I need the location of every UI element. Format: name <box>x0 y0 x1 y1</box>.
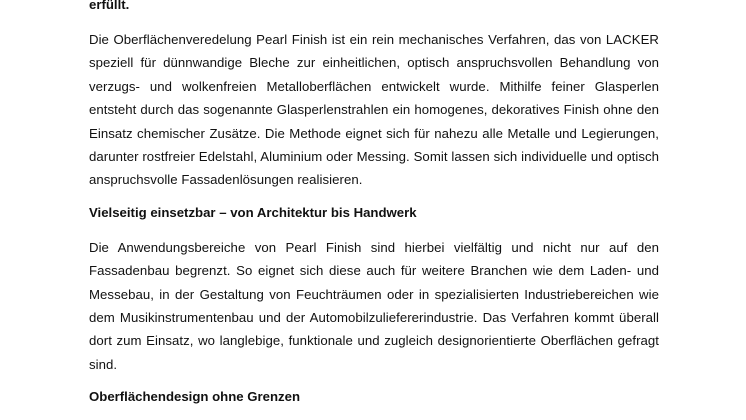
section-heading-architecture: Vielseitig einsetzbar – von Architektur bis Handwerk <box>89 204 417 220</box>
section-heading-surface-design: Oberflächendesign ohne Grenzen <box>89 389 301 405</box>
paragraph-pearl-finish: Die Oberflächenveredelung Pearl Finish ist ein rein mechanisches Verfahren, das von LACKER speziell für dünnwandige Bleche zur einheitlichen, optisch anspruchsvollen Behandlung von verzugs- und wolkenfreien Metalloberflächen entwickelt wurde. Mithilfe feiner Glasperlen entsteht durch das sogenannte Glasperlenstrahlen ein homogenes, dekoratives Finish ohne den Einsatz chemischer Zusätze. Die Methode eignet sich für nahezu alle Metalle und Legierungen, darunter rostfreier Edelstahl, Aluminium oder Messing. Somit lassen sich individuelle und optisch anspruchsvolle Fassadenlösungen realisieren. <box>89 32 659 188</box>
document-page <box>89 0 659 420</box>
paragraph-applications: Die Anwendungsbereiche von Pearl Finish sind hierbei vielfältig und nicht nur auf den Fassadenbau begrenzt. So eignet sich diese auch für weitere Branchen wie dem Laden- und Messebau, in der Gestaltung von Feuchträumen oder in spezialisierten Industriebereichen wie dem Musikinstrumentenbau und der Automobilzuliefererindustrie. Das Verfahren kommt überall dort zum Einsatz, wo langlebige, funktionale und zugleich designorientierte Oberflächen gefragt sind. <box>89 239 659 372</box>
continued-text-fragment: erfüllt. <box>89 0 130 12</box>
